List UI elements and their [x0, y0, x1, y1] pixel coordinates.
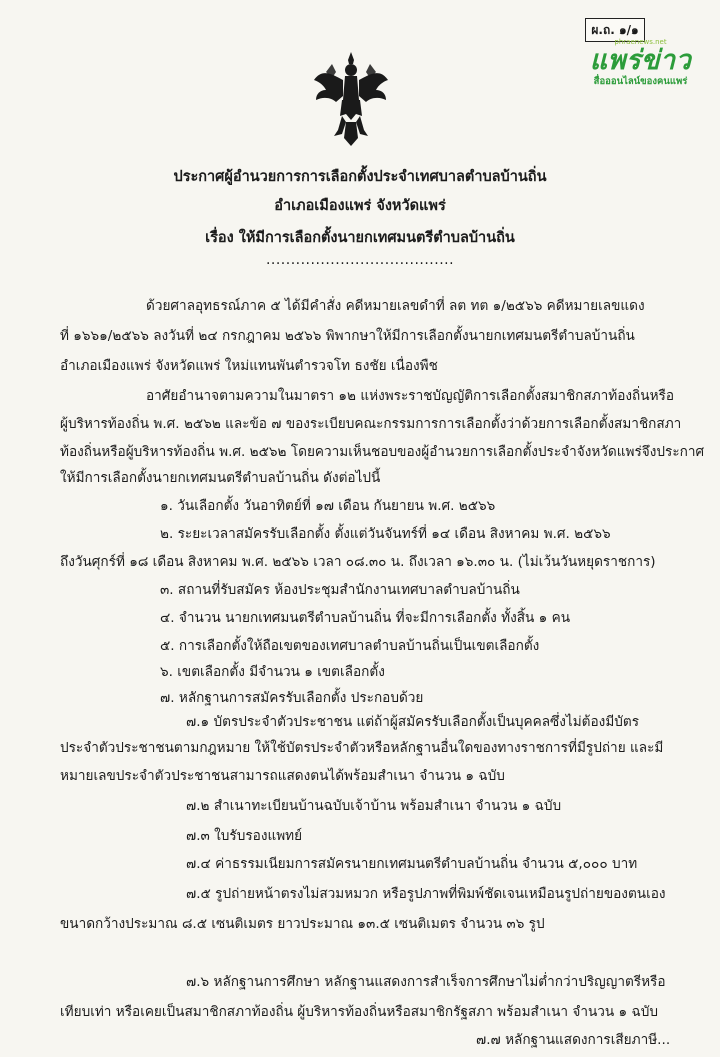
body-line: ที่ ๑๖๖๑/๒๕๖๖ ลงวันที่ ๒๔ กรกฎาคม ๒๕๖๖ พิพากษาให้มีการเลือกตั้งนายกเทศมนตรีตำบลบ้านถิ่น	[60, 328, 635, 344]
body-line: ผู้บริหารท้องถิ่น พ.ศ. ๒๕๖๒ และข้อ ๗ ของระเบียบคณะกรรมการการเลือกตั้งว่าด้วยการเลือกตั้งสมาชิกสภา	[60, 416, 682, 432]
body-line: ให้มีการเลือกตั้งนายกเทศมนตรีตำบลบ้านถิ่น ดังต่อไปนี้	[60, 470, 381, 486]
body-line: ถึงวันศุกร์ที่ ๑๘ เดือน สิงหาคม พ.ศ. ๒๕๖๖ เวลา ๐๘.๓๐ น. ถึงเวลา ๑๖.๓๐ น. (ไม่เว้นวันหยุดราชการ)	[60, 554, 656, 570]
garuda-emblem-icon	[312, 50, 390, 148]
watermark-subtitle: สื่อออนไลน์ของคนแพร่	[593, 76, 688, 87]
body-line: หมายเลขประจำตัวประชาชนสามารถแสดงตนได้พร้อมสำเนา จำนวน ๑ ฉบับ	[60, 768, 505, 784]
list-item: ๓. สถานที่รับสมัคร ห้องประชุมสำนักงานเทศบาลตำบลบ้านถิ่น	[160, 582, 520, 598]
body-line: ท้องถิ่นหรือผู้บริหารท้องถิ่น พ.ศ. ๒๕๖๒ โดยความเห็นชอบของผู้อำนวยการเลือกตั้งประจำจังหวัดแพร่จึงประกาศ	[60, 444, 705, 460]
news-watermark-logo	[568, 38, 713, 90]
sub-item: ๗.๓ ใบรับรองแพทย์	[186, 828, 303, 844]
district-line: อำเภอเมืองแพร่ จังหวัดแพร่	[274, 198, 446, 214]
body-line: ประจำตัวประชาชนตามกฎหมาย ให้ใช้บัตรประจำตัวหรือหลักฐานอื่นใดของทางราชการที่มีรูปถ่าย และมี	[60, 740, 664, 756]
title-separator: ......................................	[265, 252, 455, 268]
body-line: ขนาดกว้างประมาณ ๘.๕ เซนติเมตร ยาวประมาณ ๑๓.๕ เซนติเมตร จำนวน ๓๖ รูป	[60, 916, 545, 932]
list-item: ๕. การเลือกตั้งให้ถือเขตของเทศบาลตำบลบ้านถิ่นเป็นเขตเลือกตั้ง	[160, 638, 540, 654]
list-item: ๗. หลักฐานการสมัครรับเลือกตั้ง ประกอบด้วย	[160, 690, 424, 706]
sub-item: ๗.๖ หลักฐานการศึกษา หลักฐานแสดงการสำเร็จการศึกษาไม่ต่ำกว่าปริญญาตรีหรือ	[186, 974, 666, 990]
announcement-title: ประกาศผู้อำนวยการการเลือกตั้งประจำเทศบาลตำบลบ้านถิ่น	[173, 169, 547, 185]
subject-line: เรื่อง ให้มีการเลือกตั้งนายกเทศมนตรีตำบลบ้านถิ่น	[205, 230, 515, 246]
sub-item: ๗.๑ บัตรประจำตัวประชาชน แต่ถ้าผู้สมัครรับเลือกตั้งเป็นบุคคลซึ่งไม่ต้องมีบัตร	[186, 714, 640, 730]
body-line: ด้วยศาลอุทธรณ์ภาค ๕ ได้มีคำสั่ง คดีหมายเลขดำที่ ลต ทต ๑/๒๕๖๖ คดีหมายเลขแดง	[146, 298, 645, 314]
list-item: ๔. จำนวน นายกเทศมนตรีตำบลบ้านถิ่น ที่จะมีการเลือกตั้ง ทั้งสิ้น ๑ คน	[160, 610, 570, 626]
watermark-title: แพร่ข่าว	[589, 45, 692, 76]
continuation-line: ๗.๗ หลักฐานแสดงการเสียภาษี...	[476, 1032, 671, 1048]
list-item: ๖. เขตเลือกตั้ง มีจำนวน ๑ เขตเลือกตั้ง	[160, 664, 385, 680]
list-item: ๑. วันเลือกตั้ง วันอาทิตย์ที่ ๑๗ เดือน กันยายน พ.ศ. ๒๕๖๖	[160, 498, 496, 514]
body-line: อำเภอเมืองแพร่ จังหวัดแพร่ ใหม่แทนพันตำรวจโท ธงชัย เนื่องพืช	[60, 358, 438, 374]
form-code-box: ผ.ถ. ๑/๑	[585, 18, 645, 42]
sub-item: ๗.๕ รูปถ่ายหน้าตรงไม่สวมหมวก หรือรูปภาพที่พิมพ์ชัดเจนเหมือนรูปถ่ายของตนเอง	[186, 886, 666, 902]
body-line: อาศัยอำนาจตามความในมาตรา ๑๒ แห่งพระราชบัญญัติการเลือกตั้งสมาชิกสภาท้องถิ่นหรือ	[146, 388, 674, 404]
sub-item: ๗.๒ สำเนาทะเบียนบ้านฉบับเจ้าบ้าน พร้อมสำเนา จำนวน ๑ ฉบับ	[186, 798, 562, 814]
watermark-site: phraenews.net	[614, 38, 667, 46]
sub-item: ๗.๔ ค่าธรรมเนียมการสมัครนายกเทศมนตรีตำบลบ้านถิ่น จำนวน ๕,๐๐๐ บาท	[186, 856, 638, 872]
list-item: ๒. ระยะเวลาสมัครรับเลือกตั้ง ตั้งแต่วันจันทร์ที่ ๑๔ เดือน สิงหาคม พ.ศ. ๒๕๖๖	[160, 526, 611, 542]
body-line: เทียบเท่า หรือเคยเป็นสมาชิกสภาท้องถิ่น ผู้บริหารท้องถิ่นหรือสมาชิกรัฐสภา พร้อมสำเนา จำนวน ๑ ฉบับ	[60, 1004, 658, 1020]
